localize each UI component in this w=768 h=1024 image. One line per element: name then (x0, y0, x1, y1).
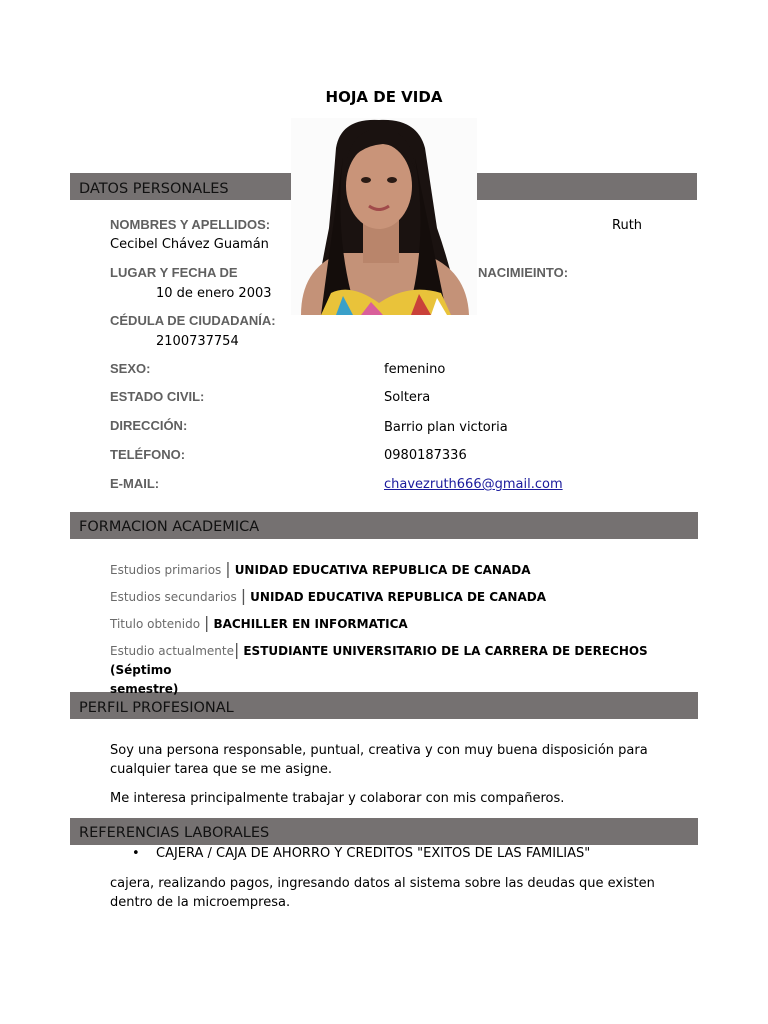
name-rest-value: Cecibel Chávez Guamán (110, 237, 269, 252)
birth-value: 10 de enero 2003 (156, 286, 272, 301)
reference-description (110, 874, 670, 912)
id-value: 2100737754 (156, 334, 239, 349)
edu-primary-row (110, 559, 531, 578)
section-title-profile: PERFIL PROFESIONAL (79, 700, 234, 716)
id-label: CÉDULA DE CIUDADANÍA: (110, 313, 276, 328)
sex-label: SEXO: (110, 361, 151, 376)
edu-degree-label: Titulo obtenido (110, 617, 201, 631)
edu-secondary-row (110, 586, 546, 605)
edu-degree-row (110, 613, 408, 632)
edu-secondary-label: Estudios secundarios (110, 590, 237, 604)
edu-primary-value: UNIDAD EDUCATIVA REPUBLICA DE CANADA (234, 563, 531, 577)
edu-primary-label: Estudios primarios (110, 563, 222, 577)
profile-paragraph-1 (110, 741, 670, 779)
portrait-image (291, 118, 477, 315)
civil-label: ESTADO CIVIL: (110, 389, 205, 404)
phone-label: TELÉFONO: (110, 447, 186, 462)
reference-item: CAJERA / CAJA DE AHORRO Y CREDITOS "EXITOS DE LAS FAMILIAS" (156, 846, 591, 861)
edu-current-row (110, 641, 670, 698)
edu-current-value-cont: semestre) (110, 682, 179, 696)
name-first-value: Ruth (612, 218, 643, 233)
email-label: E-MAIL: (110, 476, 160, 491)
profile-paragraph-2: Me interesa principalmente trabajar y colaborar con mis compañeros. (110, 791, 565, 806)
section-title-academic: FORMACION ACADEMICA (79, 519, 260, 535)
civil-value: Soltera (384, 390, 431, 405)
reference-desc-line1: cajera, realizando pagos, ingresando datos al sistema sobre las deudas que existen (110, 876, 655, 891)
address-label: DIRECCIÓN: (110, 418, 188, 433)
birth-label-a: LUGAR Y FECHA DE (110, 265, 238, 280)
separator: | (225, 559, 231, 578)
section-title-personal: DATOS PERSONALES (79, 181, 229, 197)
sex-value: femenino (384, 362, 446, 377)
profile-photo (291, 118, 477, 315)
phone-value: 0980187336 (384, 448, 467, 463)
bullet-icon: • (132, 846, 140, 861)
edu-current-label: Estudio actualmente (110, 644, 234, 658)
edu-current-value: ESTUDIANTE UNIVERSITARIO DE LA CARRERA DE DERECHOS (Séptimo (110, 644, 648, 677)
separator: | (233, 640, 240, 659)
profile-p1-line2: cualquier tarea que se me asigne. (110, 762, 333, 777)
birth-label-b: NACIMIEINTO: (478, 265, 569, 280)
profile-p1-line1: Soy una persona responsable, puntual, creativa y con muy buena disposición para (110, 743, 648, 758)
address-value: Barrio plan victoria (384, 420, 508, 435)
separator: | (204, 613, 210, 632)
name-label: NOMBRES Y APELLIDOS: (110, 217, 271, 232)
edu-degree-value: BACHILLER EN INFORMATICA (213, 617, 408, 631)
edu-secondary-value: UNIDAD EDUCATIVA REPUBLICA DE CANADA (250, 590, 546, 604)
page-title: HOJA DE VIDA (325, 88, 443, 106)
email-link[interactable]: chavezruth666@gmail.com (384, 477, 563, 492)
reference-desc-line2: dentro de la microempresa. (110, 895, 291, 910)
section-title-references: REFERENCIAS LABORALES (79, 825, 270, 841)
separator: | (240, 586, 247, 605)
